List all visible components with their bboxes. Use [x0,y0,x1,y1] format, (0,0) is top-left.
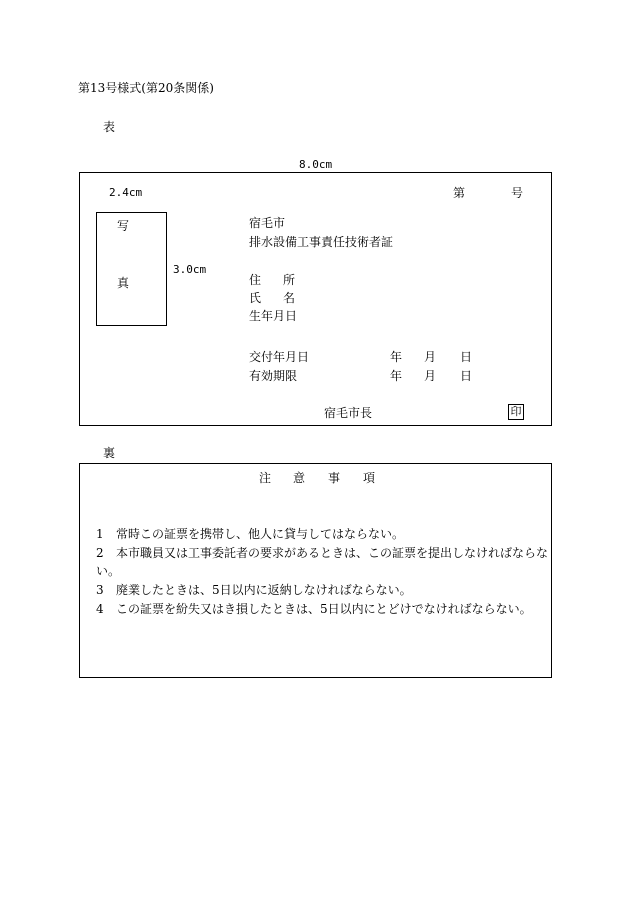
back-label: 裏 [103,446,116,460]
field-address-1: 住 [249,273,262,287]
photo-label-1: 写 [117,219,130,233]
certificate-front-card [79,172,552,426]
seal-stamp: 印 [508,404,524,420]
field-issue-date: 交付年月日 [249,350,310,364]
field-address-2: 所 [283,273,296,287]
field-name-2: 名 [283,291,296,305]
issue-month: 月 [424,350,437,364]
form-number: 第13号様式(第20条関係) [78,81,214,95]
note-2-text: 本市職員又は工事委託者の要求があるときは、この証票を提出しなければならな [116,546,549,560]
valid-day: 日 [460,369,473,383]
note-4-number: 4 [96,602,104,616]
valid-year: 年 [390,369,403,383]
width-dimension: 8.0cm [299,158,333,171]
number-suffix: 号 [511,186,524,200]
photo-label-2: 真 [117,276,130,290]
field-valid-until: 有効期限 [249,369,298,383]
heading-char-1: 注 [259,471,272,485]
note-1-number: 1 [96,527,104,541]
heading-char-4: 項 [363,471,376,485]
issue-year: 年 [390,350,403,364]
heading-char-2: 意 [293,471,306,485]
valid-month: 月 [424,369,437,383]
number-prefix: 第 [453,186,466,200]
field-name-1: 氏 [249,291,262,305]
heading-char-3: 事 [328,471,341,485]
note-1-text: 常時この証票を携帯し、他人に貸与してはならない。 [116,527,405,541]
photo-height-dimension: 3.0cm [173,263,207,276]
photo-box [96,212,167,326]
photo-width-dimension: 2.4cm [109,186,143,199]
front-label: 表 [103,120,116,134]
certificate-title: 排水設備工事責任技術者証 [249,235,394,249]
note-3-text: 廃業したときは、5日以内に返納しなければならない。 [116,583,412,597]
issue-day: 日 [460,350,473,364]
note-2-continuation: い。 [96,564,121,578]
note-2-number: 2 [96,546,104,560]
note-3-number: 3 [96,583,104,597]
city-name: 宿毛市 [249,216,286,230]
note-4-text: この証票を紛失又はき損したときは、5日以内にとどけでなければならない。 [116,602,532,616]
field-birthdate: 生年月日 [249,309,298,323]
certificate-back-card [79,463,552,678]
issuer: 宿毛市長 [324,406,373,420]
